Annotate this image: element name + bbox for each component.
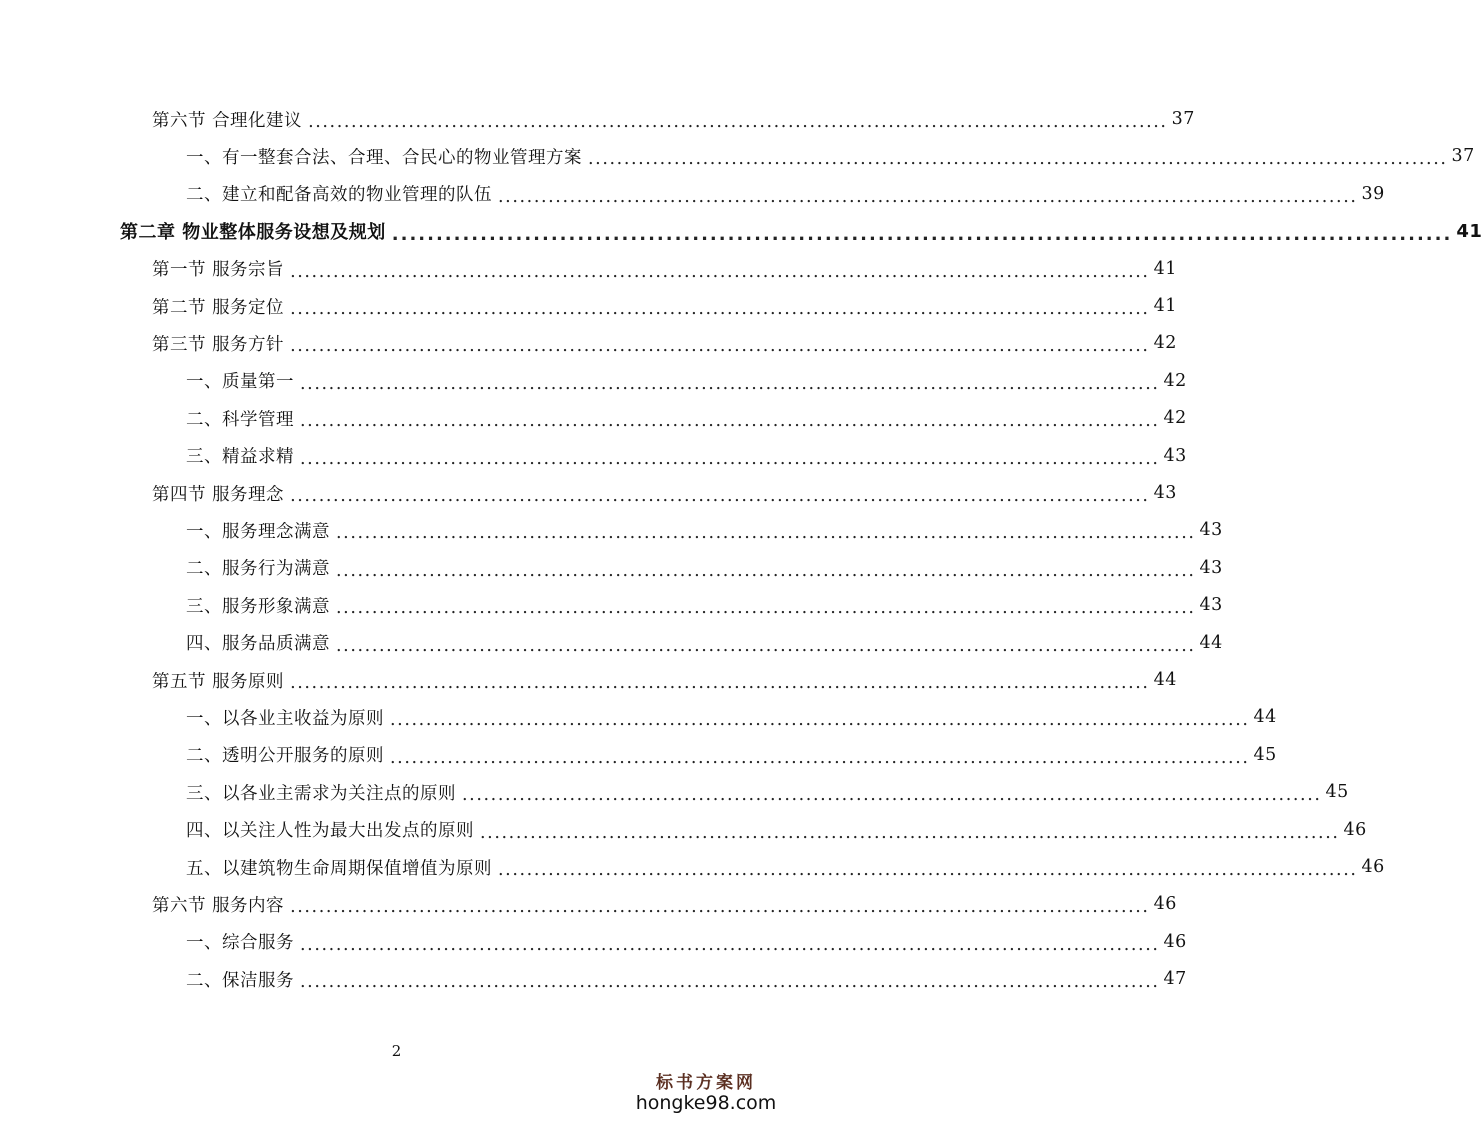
toc-entry: [186, 140, 1475, 172]
toc-leader-dots: ........................................................................................................................: [300, 373, 1160, 394]
toc-leader-dots: ........................................................................................................................: [308, 112, 1168, 132]
toc-entry: [186, 589, 1223, 621]
toc-leader-dots: ........................................................................................................................: [300, 448, 1160, 469]
toc-entry: [186, 627, 1223, 659]
toc-entry: [120, 215, 1482, 247]
toc-entry-page: 43: [1163, 445, 1187, 466]
toc-leader-dots: ........................................................................................................................: [336, 598, 1196, 619]
toc-leader-dots: ........................................................................................................................: [390, 710, 1250, 731]
toc-entry: [152, 103, 1195, 135]
watermark-url: hongke98.com: [635, 1092, 777, 1115]
toc-entry-title: 四、以关注人性为最大出发点的原则: [186, 821, 474, 842]
toc-entry-title: 二、服务行为满意: [186, 559, 330, 580]
toc-entry-title: 第五节 服务原则: [152, 671, 285, 692]
toc-entry: [186, 402, 1187, 434]
toc-entry-page: 44: [1153, 670, 1177, 690]
toc-entry-page: 45: [1253, 744, 1277, 765]
toc-entry: [186, 739, 1277, 771]
toc-entry: [152, 664, 1177, 696]
toc-entry: [152, 253, 1177, 285]
toc-entry-page: 41: [1153, 258, 1177, 279]
toc-entry: [186, 814, 1367, 846]
toc-entry-title: 第六节 合理化建议: [152, 110, 303, 131]
toc-entry-page: 41: [1456, 220, 1482, 242]
toc-entry-page: 42: [1163, 370, 1187, 391]
toc-entry-title: 一、服务理念满意: [186, 521, 330, 542]
toc-entry-title: 一、综合服务: [186, 933, 294, 954]
toc-leader-dots: ........................................................................................................................: [480, 822, 1340, 843]
toc-entry: [186, 365, 1187, 397]
toc-entry-title: 一、以各业主收益为原则: [186, 708, 384, 729]
toc-entry: [186, 440, 1187, 472]
toc-entry: [152, 888, 1177, 920]
toc-entry-page: 44: [1199, 632, 1223, 653]
toc-leader-dots: ........................................................................................................................: [498, 186, 1358, 207]
toc-entry-title: 三、精益求精: [186, 447, 294, 468]
watermark-name: 标书方案网: [656, 1073, 756, 1094]
toc-entry-title: 二、保洁服务: [186, 970, 294, 991]
toc-entry: [152, 477, 1177, 509]
toc-entry: [152, 290, 1177, 322]
toc-entry-page: 37: [1451, 146, 1475, 167]
toc-leader-dots: ........................................................................................................................: [290, 486, 1150, 506]
toc-entry-title: 第二章 物业整体服务设想及规划: [120, 222, 386, 244]
toc-leader-dots: ........................................................................................................................: [391, 223, 1453, 245]
toc-entry-page: 39: [1361, 183, 1385, 204]
toc-leader-dots: ........................................................................................................................: [290, 673, 1150, 693]
page-number: 2: [391, 1042, 402, 1060]
toc-leader-dots: ........................................................................................................................: [336, 560, 1196, 581]
table-of-contents: [0, 100, 1482, 1000]
toc-entry: [186, 514, 1223, 546]
toc-leader-dots: ........................................................................................................................: [300, 934, 1160, 955]
toc-entry: [186, 776, 1349, 808]
toc-entry: [186, 178, 1385, 210]
toc-entry: [186, 851, 1385, 883]
toc-entry-title: 二、建立和配备高效的物业管理的队伍: [186, 185, 492, 206]
toc-entry-title: 第一节 服务宗旨: [152, 260, 285, 281]
site-watermark: [631, 1074, 781, 1114]
toc-entry-page: 43: [1199, 595, 1223, 616]
toc-entry-page: 46: [1361, 857, 1385, 877]
toc-entry-page: 46: [1163, 931, 1187, 952]
toc-entry-title: 第二节 服务定位: [152, 297, 285, 318]
toc-leader-dots: ........................................................................................................................: [290, 336, 1150, 357]
toc-entry-title: 三、服务形象满意: [186, 596, 330, 617]
toc-entry-title: 二、科学管理: [186, 409, 294, 430]
toc-entry-page: 37: [1171, 109, 1195, 129]
toc-entry-page: 46: [1153, 894, 1177, 915]
toc-entry-page: 41: [1153, 296, 1177, 316]
toc-leader-dots: ........................................................................................................................: [300, 972, 1160, 993]
toc-entry-title: 一、质量第一: [186, 372, 294, 393]
toc-entry-page: 42: [1153, 333, 1177, 354]
toc-entry-title: 第六节 服务内容: [152, 895, 285, 916]
toc-leader-dots: ........................................................................................................................: [290, 299, 1150, 319]
toc-entry: [186, 701, 1277, 733]
toc-leader-dots: ........................................................................................................................: [290, 261, 1150, 282]
toc-leader-dots: ........................................................................................................................: [336, 635, 1196, 656]
toc-leader-dots: ........................................................................................................................: [390, 747, 1250, 768]
toc-entry-page: 43: [1199, 557, 1223, 578]
toc-entry-title: 二、透明公开服务的原则: [186, 746, 384, 767]
toc-entry-page: 44: [1253, 707, 1277, 728]
toc-leader-dots: ........................................................................................................................: [588, 149, 1448, 170]
toc-entry-page: 47: [1163, 969, 1187, 990]
toc-entry-title: 四、服务品质满意: [186, 634, 330, 655]
toc-leader-dots: ........................................................................................................................: [498, 860, 1358, 880]
toc-leader-dots: ........................................................................................................................: [300, 411, 1160, 432]
toc-entry-page: 46: [1343, 819, 1367, 840]
toc-leader-dots: ........................................................................................................................: [462, 785, 1322, 806]
toc-entry: [186, 963, 1187, 995]
toc-entry-page: 45: [1325, 782, 1349, 803]
toc-entry-title: 第三节 服务方针: [152, 334, 285, 355]
toc-entry: [186, 552, 1223, 584]
toc-entry-page: 43: [1153, 483, 1177, 503]
toc-leader-dots: ........................................................................................................................: [336, 523, 1196, 544]
toc-entry: [152, 327, 1177, 359]
toc-entry-title: 一、有一整套合法、合理、合民心的物业管理方案: [186, 147, 582, 168]
toc-entry: [186, 926, 1187, 958]
toc-entry-page: 43: [1199, 520, 1223, 541]
toc-entry-title: 第四节 服务理念: [152, 484, 285, 505]
toc-entry-page: 42: [1163, 408, 1187, 429]
toc-leader-dots: ........................................................................................................................: [290, 897, 1150, 918]
toc-entry-title: 三、以各业主需求为关注点的原则: [186, 783, 456, 804]
toc-entry-title: 五、以建筑物生命周期保值增值为原则: [186, 858, 492, 879]
